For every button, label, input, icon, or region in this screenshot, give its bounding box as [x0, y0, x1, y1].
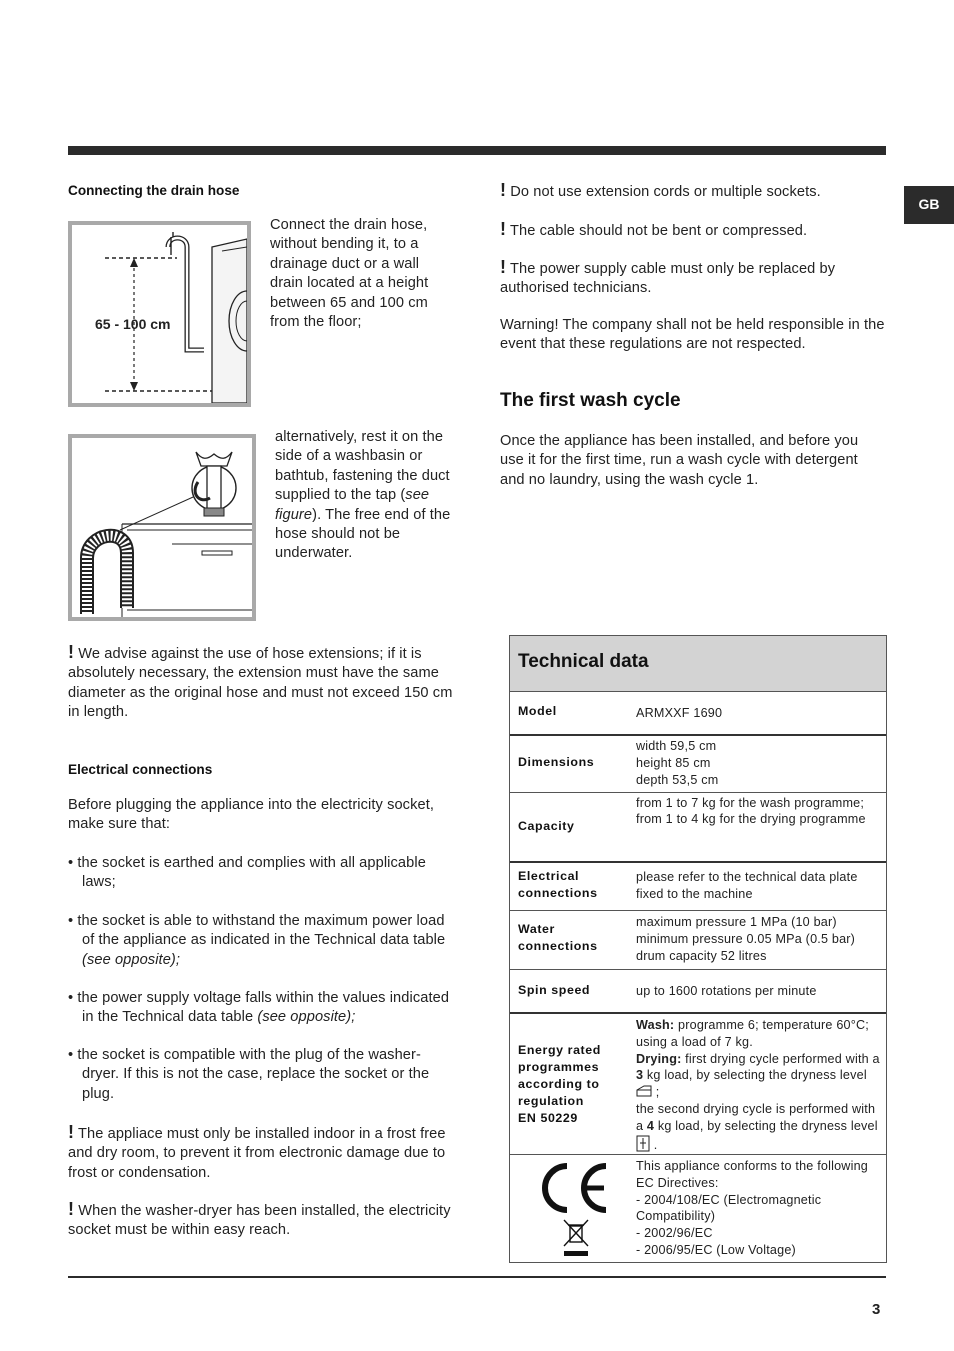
drying-text-5: kg load, by selecting the dryness level — [654, 1118, 878, 1133]
iron-dry-icon — [636, 1135, 650, 1152]
cable-bend-warning-text: The cable should not be bent or compressed. — [510, 223, 808, 239]
dimensions-width: width 59,5 cm — [636, 739, 717, 753]
row-capacity — [510, 793, 886, 863]
energy-label-1: Energy rated — [518, 1043, 601, 1057]
electrical-label — [518, 868, 598, 902]
energy-label-4: regulation — [518, 1094, 584, 1108]
drain-hose-text-2b: ). The free end of the hose should not be underwater. — [275, 506, 451, 562]
extension-cord-warning-text: Do not use extension cords or multiple sockets. — [510, 184, 821, 200]
drain-hose-heading: Connecting the drain hose — [68, 183, 240, 198]
wash-text: programme 6; temperature 60°C; using a load of 7 kg. — [636, 1018, 869, 1049]
cable-replace-warning-text: The power supply cable must only be replaced by authorised technicians. — [500, 261, 836, 297]
drain-height-illustration — [72, 225, 247, 403]
drying-text-6: . — [650, 1137, 658, 1152]
dimensions-value — [636, 738, 881, 788]
drying-text-2: kg load, by selecting the dryness level — [643, 1068, 867, 1083]
frost-warning — [68, 1123, 458, 1183]
energy-label — [518, 1042, 601, 1127]
warning-mark: ! — [500, 257, 507, 277]
cable-bend-warning — [500, 220, 886, 241]
technical-data-header — [510, 636, 886, 692]
technical-data-table — [509, 635, 887, 1263]
row-dimensions — [510, 736, 886, 793]
row-electrical — [510, 863, 886, 911]
language-tab: GB — [904, 186, 954, 224]
first-wash-cycle-heading: The first wash cycle — [500, 390, 681, 411]
warning-mark: ! — [68, 642, 75, 662]
drying-load-2: 4 — [646, 1118, 655, 1133]
washbasin-hose-illustration — [72, 438, 252, 617]
wash-label: Wash: — [636, 1018, 675, 1032]
electrical-value: please refer to the technical data plate fixed to the machine — [636, 870, 858, 901]
water-min-pressure: minimum pressure 0.05 MPa (0.5 bar) — [636, 931, 856, 946]
drying-text-4: the second drying cycle is performed with a — [636, 1101, 876, 1133]
dimensions-depth: depth 53,5 cm — [636, 772, 719, 787]
drying-programme — [636, 1051, 881, 1101]
bullet-earthed: • the socket is earthed and complies with all applicable laws; — [68, 855, 426, 891]
energy-label-2: programmes — [518, 1060, 600, 1074]
height-range-label: 65 - 100 cm — [95, 316, 171, 332]
water-max-pressure: maximum pressure 1 MPa (10 bar) — [636, 915, 837, 929]
warning-mark: ! — [500, 219, 507, 239]
bullet-plug: • the socket is compatible with the plug of the washer-dryer. If this is not the case, replace the socket or the plug. — [68, 1047, 430, 1102]
socket-reach-warning-text: When the washer-dryer has been installed, the electricity socket must be within easy reach. — [68, 1203, 451, 1239]
top-rule — [68, 146, 886, 155]
drain-hose-text-2a: alternatively, rest it on the side of a washbasin or bathtub, fastening the duct supplied to the tap ( — [275, 429, 450, 504]
page-number: 3 — [872, 1301, 881, 1318]
dimensions-height: height 85 cm — [636, 755, 711, 770]
cupboard-dry-icon — [636, 1085, 652, 1097]
energy-label-3: according to — [518, 1077, 600, 1091]
water-value — [636, 914, 881, 964]
drum-capacity: drum capacity 52 litres — [636, 948, 767, 963]
row-energy — [510, 1014, 886, 1155]
row-water — [510, 911, 886, 970]
capacity-dry: from 1 to 4 kg for the drying programme — [636, 811, 866, 826]
model-value: ARMXXF 1690 — [636, 706, 723, 720]
model-label: Model — [518, 704, 557, 718]
see-figure-ref: see figure — [275, 487, 430, 523]
drying-programme-2 — [636, 1101, 881, 1153]
washbasin-hose-figure — [68, 434, 256, 621]
bullet-voltage — [68, 989, 458, 1028]
bottom-rule — [68, 1276, 886, 1278]
energy-value — [636, 1017, 881, 1153]
drying-label: Drying: — [636, 1051, 682, 1066]
socket-reach-warning — [68, 1200, 458, 1241]
ce-mark-icon — [534, 1160, 610, 1260]
ce-directive-2: - 2002/96/EC — [636, 1226, 713, 1241]
electrical-label-1: Electrical — [518, 869, 580, 883]
water-label-2: connections — [518, 939, 598, 953]
ce-directive-1: - 2004/108/EC (Electromagnetic Compatibility) — [636, 1192, 822, 1224]
row-model — [510, 692, 886, 736]
technical-data-title: Technical data — [518, 651, 649, 672]
water-label — [518, 921, 598, 955]
drain-hose-text-1: Connect the drain hose, without bending it, to a drainage duct or a wall drain located at a height between 65 and 100 cm from the floor; — [270, 217, 429, 331]
bullet-voltage-text: • the power supply voltage falls within the values indicated in the Technical data table — [68, 990, 450, 1026]
wash-programme — [636, 1017, 881, 1051]
drain-hose-text-2 — [275, 428, 457, 564]
liability-warning: Warning! The company shall not be held responsible in the event that these regulations are not respected. — [500, 317, 885, 353]
spin-value: up to 1600 rotations per minute — [636, 984, 817, 998]
electrical-connections-heading: Electrical connections — [68, 762, 213, 777]
extension-cord-warning — [500, 181, 886, 202]
capacity-label: Capacity — [518, 819, 575, 833]
bullet-power-load-text: • the socket is able to withstand the maximum power load of the appliance as indicated in the Technical data table — [68, 913, 446, 949]
see-opposite-ref-1: (see opposite); — [82, 951, 181, 968]
drain-height-figure — [68, 221, 251, 407]
row-spin — [510, 970, 886, 1014]
cable-replace-warning — [500, 258, 886, 299]
ce-value — [636, 1158, 881, 1259]
electrical-label-2: connections — [518, 886, 598, 900]
electrical-intro: Before plugging the appliance into the electricity socket, make sure that: — [68, 797, 434, 833]
see-opposite-ref-2: (see opposite); — [257, 1009, 356, 1026]
drying-load-1: 3 — [636, 1068, 644, 1083]
warning-mark: ! — [500, 180, 507, 200]
bullet-power-load — [68, 912, 458, 970]
frost-warning-text: The appliace must only be installed indoor in a frost free and dry room, to prevent it from electronic damage due to frost or condensation. — [68, 1126, 446, 1181]
warning-mark: ! — [68, 1122, 75, 1142]
drying-text-1: first drying cycle performed with a — [681, 1051, 880, 1066]
energy-label-5: EN 50229 — [518, 1111, 578, 1125]
hose-extension-warning — [68, 643, 458, 723]
first-wash-cycle-text: Once the appliance has been installed, and before you use it for the first time, run a wash cycle with detergent and no laundry, using the wash cycle 1. — [500, 433, 859, 488]
ce-directive-3: - 2006/95/EC (Low Voltage) — [636, 1242, 796, 1257]
drying-text-3: ; — [652, 1085, 660, 1100]
capacity-value — [636, 796, 881, 827]
dimensions-label: Dimensions — [518, 755, 595, 769]
spin-label: Spin speed — [518, 983, 591, 997]
warning-mark: ! — [68, 1199, 75, 1219]
capacity-wash: from 1 to 7 kg for the wash programme; — [636, 796, 865, 810]
ce-conformity: This appliance conforms to the following EC Directives: — [636, 1159, 869, 1190]
row-ce — [510, 1155, 886, 1262]
hose-extension-warning-text: We advise against the use of hose extensions; if it is absolutely necessary, the extension must have the same diameter as the original hose and must not exceed 150 cm in length. — [68, 646, 453, 721]
water-label-1: Water — [518, 922, 555, 936]
